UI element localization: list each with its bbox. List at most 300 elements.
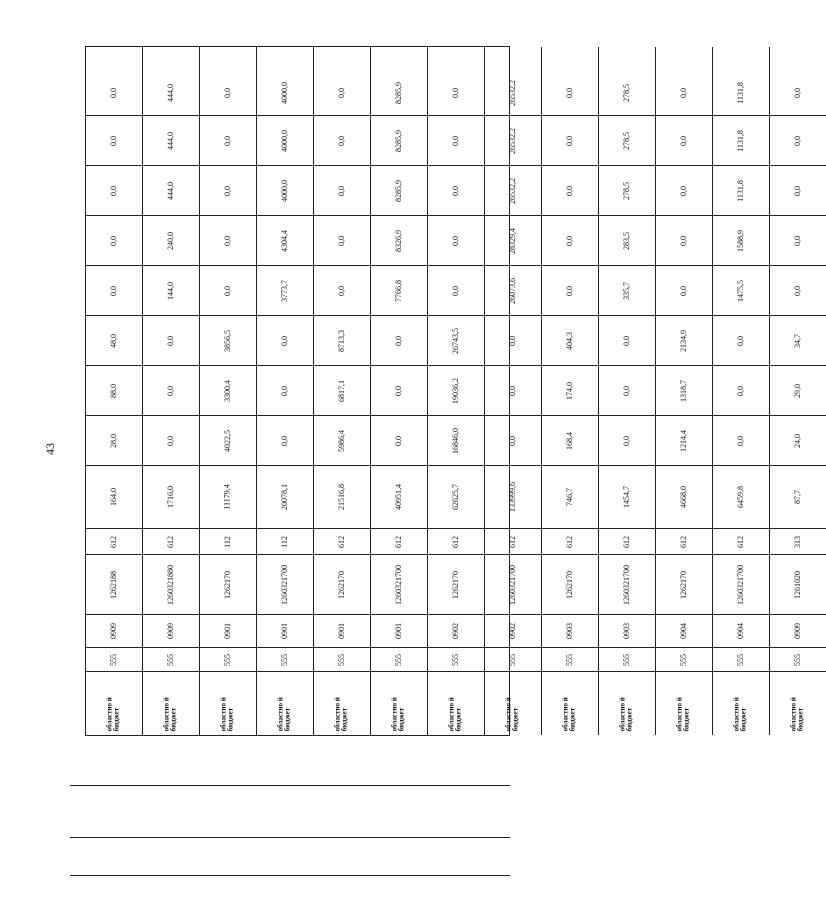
target-code-cell	[257, 554, 313, 614]
value-cell	[143, 115, 199, 165]
value-cell-text: 0,0	[508, 335, 517, 346]
value-cell-text: 11179,4	[223, 484, 232, 510]
value-cell	[599, 265, 655, 315]
expense-type-cell-text: 112	[279, 535, 289, 548]
value-cell	[86, 115, 142, 165]
budget-name-cell	[485, 671, 541, 735]
value-cell	[542, 465, 598, 528]
target-code-cell-text: 1262170	[223, 570, 232, 599]
value-cell	[86, 165, 142, 215]
target-code-cell-text: 1260321700	[394, 564, 403, 605]
value-cell-text: 0,0	[451, 135, 460, 146]
value-cell	[770, 315, 826, 365]
value-cell-text: 1588,9	[736, 229, 745, 252]
value-cell-text: 0,0	[565, 185, 574, 196]
value-cell	[485, 70, 541, 115]
value-cell-text: 0,0	[793, 285, 802, 296]
value-cell	[371, 415, 427, 465]
expense-type-cell	[599, 528, 655, 554]
horizontal-rule-3	[70, 875, 510, 876]
budget-name-cell-text: областно й бюджет	[276, 697, 292, 732]
value-cell-text: 0,0	[622, 435, 631, 446]
target-code-cell	[485, 554, 541, 614]
budget-name-cell	[314, 671, 370, 735]
page-number: 43	[43, 443, 57, 455]
budget-name-cell-text: областно й бюджет	[219, 697, 235, 732]
table-row	[713, 47, 770, 735]
value-cell-text: 0,0	[280, 335, 289, 346]
value-cell	[200, 215, 256, 265]
value-cell-text: 0,0	[166, 435, 175, 446]
expense-type-cell	[485, 528, 541, 554]
value-cell	[200, 165, 256, 215]
value-cell-text: 0,0	[508, 435, 517, 446]
section-code-cell	[314, 614, 370, 647]
value-cell	[542, 265, 598, 315]
budget-name-cell	[599, 671, 655, 735]
value-cell-text: 404,3	[565, 331, 574, 350]
section-code-cell-text: 0909	[109, 623, 118, 639]
table-row	[656, 47, 713, 735]
value-cell	[656, 115, 712, 165]
value-cell-text: 444,0	[166, 181, 175, 200]
expense-type-cell-text: 112	[222, 535, 232, 548]
table-row	[428, 47, 485, 735]
admin-code-cell	[542, 647, 598, 671]
value-cell	[542, 215, 598, 265]
expense-type-cell	[428, 528, 484, 554]
value-cell-text: 1131,8	[735, 81, 745, 104]
value-cell	[257, 465, 313, 528]
value-cell-text: 335,7	[622, 281, 631, 300]
value-cell-text: 16846,0	[451, 427, 460, 454]
value-cell	[143, 365, 199, 415]
admin-code-cell-text: 555	[223, 653, 232, 666]
table-row	[200, 47, 257, 735]
value-cell	[656, 215, 712, 265]
value-cell	[713, 265, 769, 315]
value-cell-text: 0,0	[394, 335, 403, 346]
value-cell-text: 26532,2	[508, 127, 517, 154]
section-code-cell-text: 0903	[565, 623, 574, 639]
value-cell	[542, 165, 598, 215]
value-cell	[257, 315, 313, 365]
section-code-cell	[599, 614, 655, 647]
section-code-cell-text: 0901	[280, 623, 289, 639]
expense-type-cell	[542, 528, 598, 554]
value-cell	[86, 365, 142, 415]
target-code-cell	[713, 554, 769, 614]
value-cell-text: 62625,7	[451, 484, 460, 510]
value-cell-text: 0,0	[622, 385, 631, 396]
value-cell	[143, 465, 199, 528]
value-cell-text: 0,0	[793, 87, 802, 98]
value-cell	[257, 415, 313, 465]
budget-name-cell-text: областно й бюджет	[162, 697, 178, 732]
value-cell-text: 0,0	[280, 435, 289, 446]
admin-code-cell	[371, 647, 427, 671]
value-cell-text: 48,0	[109, 333, 118, 348]
value-cell	[542, 365, 598, 415]
value-cell	[143, 315, 199, 365]
value-cell-text: 1475,5	[736, 279, 745, 302]
value-cell	[713, 215, 769, 265]
value-cell	[86, 215, 142, 265]
value-cell-text: 24,0	[793, 433, 802, 448]
value-cell-text: 0,0	[337, 87, 346, 98]
value-cell	[656, 415, 712, 465]
expense-type-cell-text: 612	[394, 535, 403, 548]
value-cell	[371, 265, 427, 315]
value-cell	[770, 415, 826, 465]
budget-name-cell-text: областно й бюджет	[561, 697, 577, 732]
section-code-cell-text: 0904	[679, 623, 688, 639]
value-cell	[428, 365, 484, 415]
value-cell	[542, 415, 598, 465]
value-cell-text: 20078,1	[280, 484, 289, 510]
value-cell-text: 0,0	[223, 185, 232, 196]
value-cell	[485, 115, 541, 165]
table-row	[770, 47, 826, 735]
value-cell-text: 8326,9	[394, 229, 403, 252]
value-cell-text: 0,0	[679, 285, 688, 296]
value-cell	[257, 70, 313, 115]
section-code-cell-text: 0909	[166, 623, 175, 639]
value-cell	[656, 265, 712, 315]
horizontal-rule-2	[70, 837, 510, 838]
value-cell	[371, 165, 427, 215]
value-cell-text: 168,4	[565, 431, 574, 450]
expense-type-cell	[314, 528, 370, 554]
value-cell-text: 0,0	[109, 135, 118, 146]
value-cell-text: 3856,5	[223, 329, 232, 352]
budget-name-cell-text: областно й бюджет	[789, 697, 805, 732]
value-cell-text: 0,0	[223, 87, 232, 98]
budget-name-cell	[656, 671, 712, 735]
admin-code-cell-text: 555	[394, 653, 403, 666]
budget-name-cell-text: областно й бюджет	[618, 697, 634, 732]
value-cell	[428, 265, 484, 315]
section-code-cell	[713, 614, 769, 647]
target-code-cell-text: 1262170	[337, 570, 346, 599]
target-code-cell	[143, 554, 199, 614]
value-cell	[485, 415, 541, 465]
value-cell-text: 0,0	[109, 235, 118, 246]
budget-name-cell	[257, 671, 313, 735]
admin-code-cell-text: 555	[793, 653, 802, 666]
value-cell	[713, 315, 769, 365]
admin-code-cell	[143, 647, 199, 671]
value-cell	[770, 115, 826, 165]
value-cell-text: 144,0	[166, 281, 175, 300]
value-cell	[314, 70, 370, 115]
value-cell-text: 6817,1	[337, 379, 346, 402]
table-row	[485, 47, 542, 735]
budget-name-cell-text: областно й бюджет	[390, 697, 406, 732]
value-cell	[485, 215, 541, 265]
value-cell	[314, 115, 370, 165]
target-code-cell	[428, 554, 484, 614]
value-cell	[599, 215, 655, 265]
section-code-cell-text: 0904	[736, 623, 745, 639]
value-cell-text: 26532,2	[508, 177, 517, 204]
value-cell	[485, 315, 541, 365]
value-cell-text: 0,0	[109, 87, 118, 98]
value-cell	[143, 265, 199, 315]
horizontal-rule-1	[70, 785, 510, 786]
admin-code-cell	[428, 647, 484, 671]
value-cell	[599, 415, 655, 465]
value-cell-text: 8285,9	[394, 81, 403, 104]
value-cell-text: 29,0	[793, 383, 802, 398]
value-cell-text: 0,0	[451, 185, 460, 196]
expense-type-cell	[257, 528, 313, 554]
value-cell-text: 0,0	[394, 385, 403, 396]
section-code-cell	[485, 614, 541, 647]
section-code-cell	[371, 614, 427, 647]
value-cell-text: 28,0	[109, 433, 118, 448]
value-cell	[428, 215, 484, 265]
value-cell-text: 4000,0	[280, 81, 289, 104]
target-code-cell-text: 1262170	[451, 570, 460, 599]
budget-name-cell	[542, 671, 598, 735]
value-cell-text: 0,0	[451, 87, 460, 98]
expense-type-cell	[656, 528, 712, 554]
value-cell-text: 444,0	[166, 131, 175, 150]
value-cell	[713, 115, 769, 165]
value-cell-text: 0,0	[736, 435, 745, 446]
admin-code-cell	[770, 647, 826, 671]
table-row	[371, 47, 428, 735]
value-cell	[86, 70, 142, 115]
admin-code-cell-text: 555	[679, 653, 688, 666]
value-cell-text: 8285,9	[394, 129, 403, 152]
expense-type-cell-text: 612	[508, 535, 517, 548]
value-cell	[770, 70, 826, 115]
value-cell	[143, 165, 199, 215]
value-cell	[314, 215, 370, 265]
admin-code-cell	[314, 647, 370, 671]
value-cell	[656, 165, 712, 215]
value-cell	[770, 465, 826, 528]
value-cell-text: 0,0	[451, 285, 460, 296]
table-row	[599, 47, 656, 735]
target-code-cell	[86, 554, 142, 614]
value-cell	[314, 165, 370, 215]
value-cell	[599, 365, 655, 415]
value-cell	[599, 465, 655, 528]
value-cell-text: 0,0	[793, 185, 802, 196]
table-row	[314, 47, 371, 735]
value-cell	[713, 365, 769, 415]
value-cell-text: 0,0	[280, 385, 289, 396]
budget-name-cell-text: областно й бюджет	[105, 697, 121, 732]
target-code-cell-text: 1262170	[679, 570, 688, 599]
section-code-cell	[143, 614, 199, 647]
value-cell-text: 0,0	[736, 335, 745, 346]
section-code-cell-text: 0901	[223, 623, 232, 639]
admin-code-cell	[656, 647, 712, 671]
admin-code-cell-text: 555	[622, 653, 631, 666]
admin-code-cell-text: 555	[280, 653, 289, 666]
admin-code-cell-text: 555	[736, 653, 745, 666]
value-cell-text: 0,0	[736, 385, 745, 396]
value-cell	[770, 265, 826, 315]
value-cell-text: 0,0	[109, 285, 118, 296]
value-cell	[599, 70, 655, 115]
section-code-cell-text: 0909	[793, 623, 802, 639]
value-cell	[428, 115, 484, 165]
value-cell-text: 1131,8	[735, 179, 745, 202]
target-code-cell	[314, 554, 370, 614]
value-cell	[257, 165, 313, 215]
value-cell-text: 0,0	[508, 385, 517, 396]
target-code-cell-text: 1260321700	[622, 564, 631, 605]
budget-name-cell	[200, 671, 256, 735]
value-cell	[485, 465, 541, 528]
value-cell-text: 8285,9	[394, 179, 403, 202]
value-cell-text: 0,0	[337, 285, 346, 296]
value-cell	[485, 365, 541, 415]
value-cell	[314, 365, 370, 415]
value-cell	[200, 465, 256, 528]
value-cell	[428, 465, 484, 528]
value-cell-text: 19036,2	[451, 377, 460, 404]
value-cell-text: 0,0	[451, 235, 460, 246]
target-code-cell-text: 1262170	[565, 570, 574, 599]
value-cell	[770, 215, 826, 265]
budget-name-cell	[428, 671, 484, 735]
value-cell	[542, 70, 598, 115]
expense-type-cell-text: 612	[565, 535, 574, 548]
value-cell-text: 0,0	[679, 135, 688, 146]
target-code-cell-text: 1260321700	[280, 564, 289, 605]
value-cell	[485, 165, 541, 215]
value-cell	[143, 70, 199, 115]
table-row	[143, 47, 200, 735]
value-cell-text: 34,7	[793, 333, 802, 348]
expense-type-cell-text: 612	[622, 535, 631, 548]
budget-name-cell-text: областно й бюджет	[504, 697, 520, 732]
value-cell-text: 0,0	[679, 235, 688, 246]
value-cell	[200, 415, 256, 465]
value-cell	[371, 115, 427, 165]
value-cell	[314, 415, 370, 465]
section-code-cell-text: 0903	[622, 623, 631, 639]
admin-code-cell	[257, 647, 313, 671]
value-cell-text: 0,0	[166, 335, 175, 346]
admin-code-cell	[599, 647, 655, 671]
table-row	[542, 47, 599, 735]
section-code-cell-text: 0901	[337, 623, 346, 639]
target-code-cell	[656, 554, 712, 614]
value-cell-text: 4000,0	[280, 129, 289, 152]
expense-type-cell	[770, 528, 826, 554]
value-cell-text: 0,0	[793, 235, 802, 246]
value-cell	[656, 315, 712, 365]
target-code-cell-text: 1260321700	[736, 564, 745, 605]
target-code-cell	[542, 554, 598, 614]
section-code-cell	[542, 614, 598, 647]
value-cell-text: 278,5	[622, 83, 631, 102]
expense-type-cell-text: 612	[337, 535, 346, 548]
section-code-cell	[257, 614, 313, 647]
value-cell	[371, 315, 427, 365]
expense-type-cell-text: 612	[166, 535, 175, 548]
value-cell	[86, 265, 142, 315]
value-cell-text: 0,0	[166, 385, 175, 396]
admin-code-cell	[86, 647, 142, 671]
value-cell	[371, 465, 427, 528]
value-cell	[428, 70, 484, 115]
expense-type-cell-text: 612	[109, 535, 118, 548]
budget-name-cell	[143, 671, 199, 735]
value-cell-text: 0,0	[223, 235, 232, 246]
value-cell-text: 283,5	[622, 231, 631, 250]
value-cell-text: 28329,4	[508, 227, 517, 254]
value-cell	[599, 115, 655, 165]
value-cell	[485, 265, 541, 315]
value-cell-text: 278,5	[622, 181, 631, 200]
section-code-cell-text: 0902	[508, 623, 517, 639]
value-cell-text: 7766,8	[394, 279, 403, 302]
table-row	[257, 47, 314, 735]
value-cell-text: 26532,2	[508, 79, 517, 106]
admin-code-cell-text: 555	[508, 653, 517, 666]
admin-code-cell-text: 555	[565, 653, 574, 666]
value-cell-text: 1454,7	[622, 486, 631, 508]
value-cell-text: 1716,0	[166, 486, 175, 508]
value-cell	[143, 215, 199, 265]
value-cell-text: 278,5	[622, 131, 631, 150]
budget-name-cell-text: областно й бюджет	[447, 697, 463, 732]
expense-type-cell-text: 612	[451, 535, 460, 548]
value-cell	[371, 70, 427, 115]
value-cell	[371, 215, 427, 265]
value-cell-text: 746,7	[565, 488, 574, 506]
value-cell	[200, 315, 256, 365]
expense-type-cell-text: 612	[679, 535, 688, 548]
value-cell	[428, 165, 484, 215]
target-code-cell-text: 1262188	[109, 570, 118, 599]
section-code-cell	[656, 614, 712, 647]
admin-code-cell-text: 555	[166, 653, 175, 666]
section-code-cell	[428, 614, 484, 647]
value-cell-text: 1131,8	[735, 129, 745, 152]
value-cell-text: 0,0	[622, 335, 631, 346]
value-cell	[542, 315, 598, 365]
value-cell-text: 1318,7	[679, 379, 688, 402]
expense-type-cell-text: 612	[736, 535, 745, 548]
value-cell-text: 0,0	[565, 285, 574, 296]
value-cell	[770, 365, 826, 415]
section-code-cell	[200, 614, 256, 647]
value-cell	[656, 70, 712, 115]
value-cell-text: 40951,4	[394, 484, 403, 510]
value-cell	[656, 465, 712, 528]
value-cell	[314, 315, 370, 365]
budget-name-cell	[371, 671, 427, 735]
admin-code-cell-text: 555	[451, 653, 460, 666]
value-cell	[542, 115, 598, 165]
value-cell-text: 174,0	[565, 381, 574, 400]
value-cell	[314, 265, 370, 315]
expense-type-cell	[200, 528, 256, 554]
value-cell-text: 8713,3	[337, 329, 346, 352]
value-cell-text: 4304,4	[280, 229, 289, 252]
expense-type-cell	[713, 528, 769, 554]
budget-table	[85, 46, 805, 736]
